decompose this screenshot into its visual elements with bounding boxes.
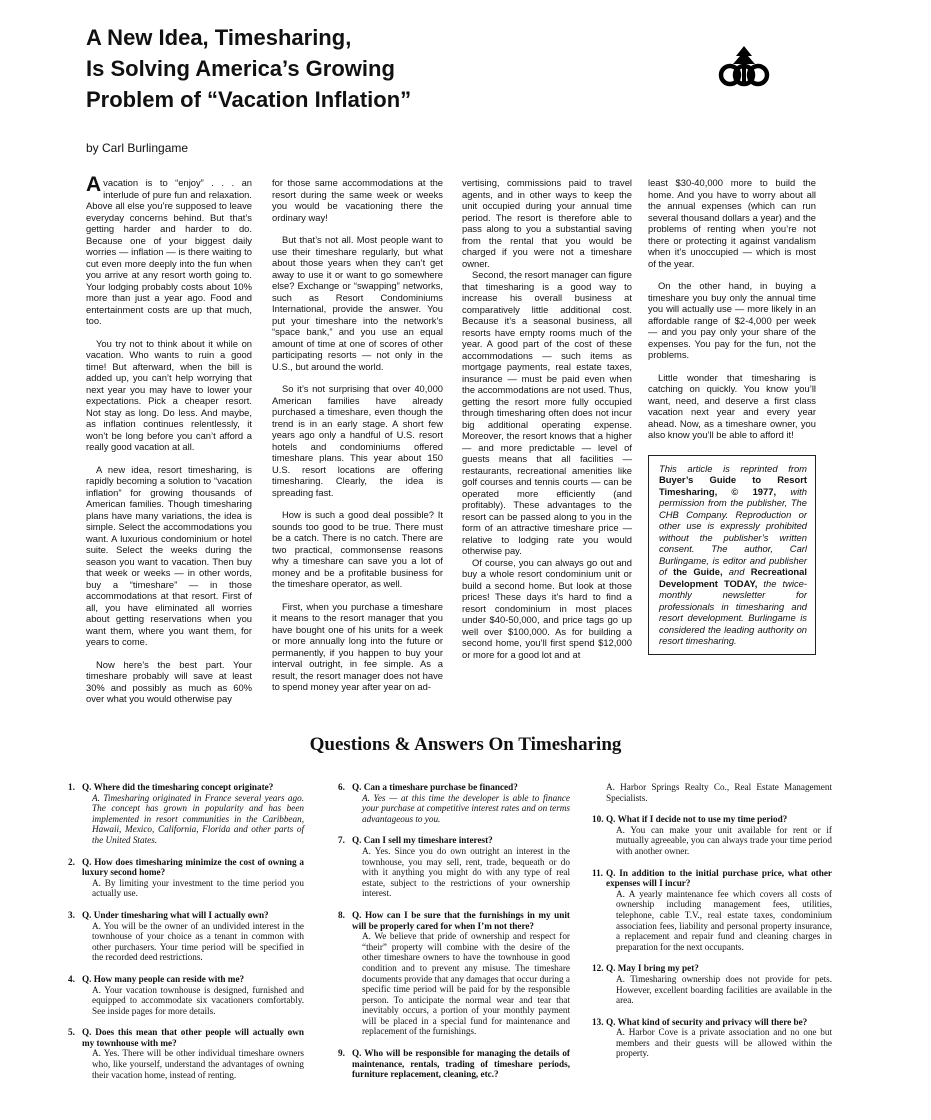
qa-answer: A. A yearly maintenance fee which covers all costs of ownership including management fees, utilities, telephone, cable T.V., real estate taxes, condominium association fees, liability and personal property insurance, a replacement and repair fund and cleaning charges in preparation for the next occupants. <box>616 888 832 952</box>
qa-number: 9. <box>338 1048 345 1059</box>
qa-answer: A. Yes — at this time the developer is able to finance your purchase at competitive interest rates and on terms advantageous to you. <box>362 792 570 824</box>
qa-answer: A. Yes. Since you do own outright an interest in the townhouse, you may sell, rent, trade, bequeath or do with it anything you might do with any type of real estate, subject to the restrictions of your ownership interest. <box>362 845 570 899</box>
note-bold-text: the Guide, <box>673 566 723 577</box>
note-text: the twice-monthly newsletter for professionals in timesharing and resort development. Burlingame is considered the leading authority on resort timesharing. <box>659 577 807 646</box>
triple-ring-tree-logo-icon <box>718 44 770 90</box>
article-column-4 <box>648 177 816 655</box>
qa-item <box>68 857 304 899</box>
qa-item <box>68 1027 304 1080</box>
qa-item <box>338 910 570 1037</box>
qa-item <box>338 782 570 824</box>
note-bold-text: Buyer’s Guide to Resort Timesharing, © 1977, <box>659 474 807 497</box>
article-paragraph: But that’s not all. Most people want to use their timeshare regularly, but what about those years when they can’t get away to use it or want to go somewhere else? Exchange or “swapping” networks, such as Resort Condominiums International, provide the answer. You put your timeshare into the network’s “space bank,” and you use an equal amount of time at one of scores of other participating resorts — not only in the U.S., but around the world. <box>272 234 443 372</box>
qa-question: Q. What kind of security and privacy will there be? <box>606 1016 808 1027</box>
drop-cap: A <box>86 173 102 196</box>
qa-column-3 <box>592 782 832 1070</box>
qa-number: 5. <box>68 1027 75 1038</box>
qa-answer: A. You will be the owner of an undivided interest in the townhouse of your choice as a tenant in common with other purchasers. Your time period will be specified in the recorded deed restrictions. <box>92 920 304 963</box>
qa-question: Q. What if I decide not to use my time period? <box>606 814 788 825</box>
qa-answer: A. We believe that pride of ownership and respect for “their” property will combine with the desire of the other timeshare owners to have the townhouse in good condition and to prevent any misuse. The timeshare documents provide that any damages that occur during a specific time period will be paid for by the responsible person. To anticipate the normal wear and tear that inevitably occurs, a portion of your monthly payment will be placed in a special fund for maintenance and replacement of the furnishings. <box>362 931 570 1037</box>
article-paragraph: for those same accommodations at the resort during the same week or weeks you would be vacationing there the ordinary way! <box>272 177 443 223</box>
qa-answer: A. By limiting your investment to the time period you actually use. <box>92 877 304 899</box>
qa-question: Q. May I bring my pet? <box>606 963 699 974</box>
qa-number: 3. <box>68 909 75 920</box>
article-paragraph: Of course, you can always go out and buy a whole resort condominium unit or build a second home. But look at those prices! These days it’s hard to find a resort condominium in most places under $40-50,000, and price tags go up well over $100,000. As for building a second home, you’ll first spend $12,000 or more for a good lot and at <box>462 556 632 660</box>
article-title <box>86 22 646 115</box>
article-paragraph: A new idea, resort timesharing, is rapidly becoming a solution to “vacation inflation” for growing thousands of American families. Though timesharing plans have many variations, the idea is simple. Select the accommodations you want. A luxurious condominium or hotel suite. Select the weeks during the season you want to vacation. Then buy that week or weeks — in other words, buy a “timeshare” — in those accommodations at that resort. First of all, you have eliminated all worries about getting reservations when you want them, where you want them, for years to come. <box>86 463 252 647</box>
qa-number: 10. <box>592 814 604 825</box>
qa-question: Q. Can I sell my timeshare interest? <box>352 835 493 846</box>
qa-answer: A. Yes. There will be other individual timeshare owners who, like yourself, understand the advantages of owning their vacation home, instead of renting. <box>92 1048 304 1080</box>
qa-number: 1. <box>68 782 75 792</box>
article-paragraph: So it’s not surprising that over 40,000 American families have already purchased a timeshare, even though the trend is in an early stage. A short few years ago only a handful of U.S. resort hotels and condominiums offered timeshare plans. This year about 150 U.S. resort locations are offering timesharing. Clearly, the idea is spreading fast. <box>272 383 443 498</box>
qa-question: Q. Under timesharing what will I actually own? <box>82 909 269 920</box>
article-paragraph: First, when you purchase a timeshare it means to the resort manager that you have bought one of his units for a week or more annually long into the future or permanently, if you happen to buy your interval outright, in fee simple. As a result, the resort manager does not have to spend money year after year on ad- <box>272 600 443 692</box>
qa-question: Q. Where did the timesharing concept originate? <box>82 782 274 792</box>
qa-item <box>68 974 304 1016</box>
qa-question: Q. In addition to the initial purchase price, what other expenses will I incur? <box>606 867 832 889</box>
article-paragraph: You try not to think about it while on vacation. Who wants to ruin a good time! But afterward, when the bill is added up, you can’t help worrying that next year you may have to lower your expectations. Pick a cheaper resort. Not stay as long. Do less. And maybe, as inflation continues relentlessly, it won’t be long before you can’t afford a really good vacation at all. <box>86 337 252 452</box>
qa-item <box>592 1017 832 1059</box>
reprint-note-box <box>648 455 816 655</box>
qa-item <box>592 963 832 1005</box>
qa-column-2 <box>338 782 570 1091</box>
article-paragraph: least $30-40,000 more to build the home. And you have to worry about all the annual expenses (which can run several thousand dollars a year) and the problems of renting when you’re not there or protecting it against vandalism when it’s unoccupied — which is most of the year. <box>648 177 816 269</box>
byline: by Carl Burlingame <box>86 141 189 155</box>
qa-answer: A. You can make your unit available for rent or if mutually agreeable, you can always trade your time period with another owner. <box>616 824 832 856</box>
note-text: with permission from the publisher, The CHB Company. Reproduction or other use is expressly prohibited without the publisher’s written consent. The author, Carl Burlingame, is editor and publisher of <box>659 485 807 577</box>
qa-answer: A. Harbor Cove is a private association and no one but members and their guests will be allowed within the property. <box>616 1027 832 1059</box>
qa-question: Q. Does this mean that other people will actually own my townhouse with me? <box>82 1027 304 1048</box>
article-paragraph: How is such a good deal possible? It sounds too good to be true. There must be a catch. There is no catch. There are two practical, commonsense reasons why a timeshare can save you a lot of money and be a profitable business for the timeshare operator, as well. <box>272 509 443 589</box>
note-text: and <box>722 566 751 577</box>
article-paragraph: Little wonder that timesharing is catching on quickly. You know you’ll want, need, and deserve a first class vacation next year and every year ahead. Now, as a timeshare owner, you also know you’ll be able to afford it! <box>648 371 816 440</box>
qa-item <box>338 1048 570 1080</box>
qa-section-title: Questions & Answers On Timesharing <box>309 734 622 755</box>
article-column-3 <box>462 177 632 671</box>
article-paragraph: Second, the resort manager can figure that timesharing is a good way to increase his overall business at comparatively little additional cost. Because it’s a seasonal business, all resorts have empty rooms much of the year. A good part of the cost of these accommodations — such items as mortgage payments, real estate taxes, insurance — must be paid even when the accommodations are not used. Thus, getting the resort more fully occupied through timesharing often does not incur big additional operating expense. Moreover, the resort knows that a higher — and more predictable — level of guests means that all facilities — restaurants, recreational amenities like golf courses and tennis courts — can be operated more efficiently (and profitably). These advantages to the resort can be passed along to you in the form of an attractive timeshare price — relative to lodging rate you would otherwise pay. <box>462 269 632 556</box>
qa-number: 7. <box>338 835 345 846</box>
qa-number: 2. <box>68 856 75 867</box>
qa-number: 4. <box>68 973 75 984</box>
qa-number: 13. <box>592 1016 604 1027</box>
article-paragraph: On the other hand, in buying a timeshare you buy only the annual time you will actually use — more likely in an affordable range of $2-4,000 per week — and you pay only your share of the expenses. You pay for the fun, not the problems. <box>648 280 816 360</box>
article-paragraph <box>86 173 252 327</box>
qa-question: Q. Who will be responsible for managing the details of maintenance, rentals, trading of timeshare periods, furniture replacement, cleaning, etc.? <box>352 1048 570 1080</box>
qa-number: 11. <box>592 867 603 878</box>
qa-number: 8. <box>338 909 345 920</box>
qa-item <box>68 782 304 846</box>
qa-number: 12. <box>592 963 604 974</box>
qa-number: 6. <box>338 782 345 792</box>
qa-question: Q. Can a timeshare purchase be financed? <box>352 782 518 792</box>
qa-question: Q. How does timesharing minimize the cost of owning a luxury second home? <box>82 856 304 878</box>
article-paragraph: Now here’s the best part. Your timeshare probably will save at least 30% and possibly as much as 60% over what you would otherwise pay <box>86 658 252 704</box>
qa-answer: A. Timesharing ownership does not provide for pets. However, excellent boarding facilities are available in the area. <box>616 973 832 1006</box>
title-line-1: A New Idea, Timesharing, <box>86 25 352 50</box>
article-paragraph: vertising, commissions paid to travel agents, and in other ways to keep the unit occupied during your annual time period. The resort is therefore able to pass along to you a substantial saving from the rental that you would be charged if you were not a timeshare owner. <box>462 177 632 269</box>
qa-question: Q. How many people can reside with me? <box>82 973 245 984</box>
qa-item <box>338 835 570 899</box>
qa-item <box>592 814 832 856</box>
note-bold-text: Recreational Development TODAY, <box>659 566 807 589</box>
qa-question: Q. How can I be sure that the furnishings in my unit will be properly cared for when I’m not there? <box>352 909 570 931</box>
qa-column-1 <box>68 782 304 1091</box>
title-line-2: Is Solving America’s Growing <box>86 56 395 81</box>
article-column-1 <box>86 173 252 716</box>
paragraph-text: vacation is to “enjoy” . . . an interlude of pure fun and relaxation. Above all else you’re supposed to leave everyday concerns behind. But that’s getting harder and harder to do. Because one of your biggest daily worries — inflation — is there waiting to cut even more deeply into the fun when you arrive at any resort worth going to. Your lodging probably costs about 10% more than just a year ago. Food and entertainment costs are up that much, too. <box>86 177 252 326</box>
qa-item <box>68 910 304 963</box>
note-text: This article is reprinted from <box>659 462 807 474</box>
qa-answer: A. Your vacation townhouse is designed, furnished and equipped to accommodate six vacationers comfortably. See inside pages for more details. <box>92 984 304 1016</box>
qa-item <box>592 868 832 953</box>
article-column-2 <box>272 177 443 704</box>
qa-answer: A. Timesharing originated in France several years ago. The concept has grown in popularity and has been implemented in resort communities in the Caribbean, Hawaii, Mexico, California, Florida and other parts of the United States. <box>92 792 304 845</box>
qa-answer: A. Harbor Springs Realty Co., Real Estate Management Specialists. <box>606 782 832 803</box>
title-line-3: Problem of “Vacation Inflation” <box>86 87 412 112</box>
